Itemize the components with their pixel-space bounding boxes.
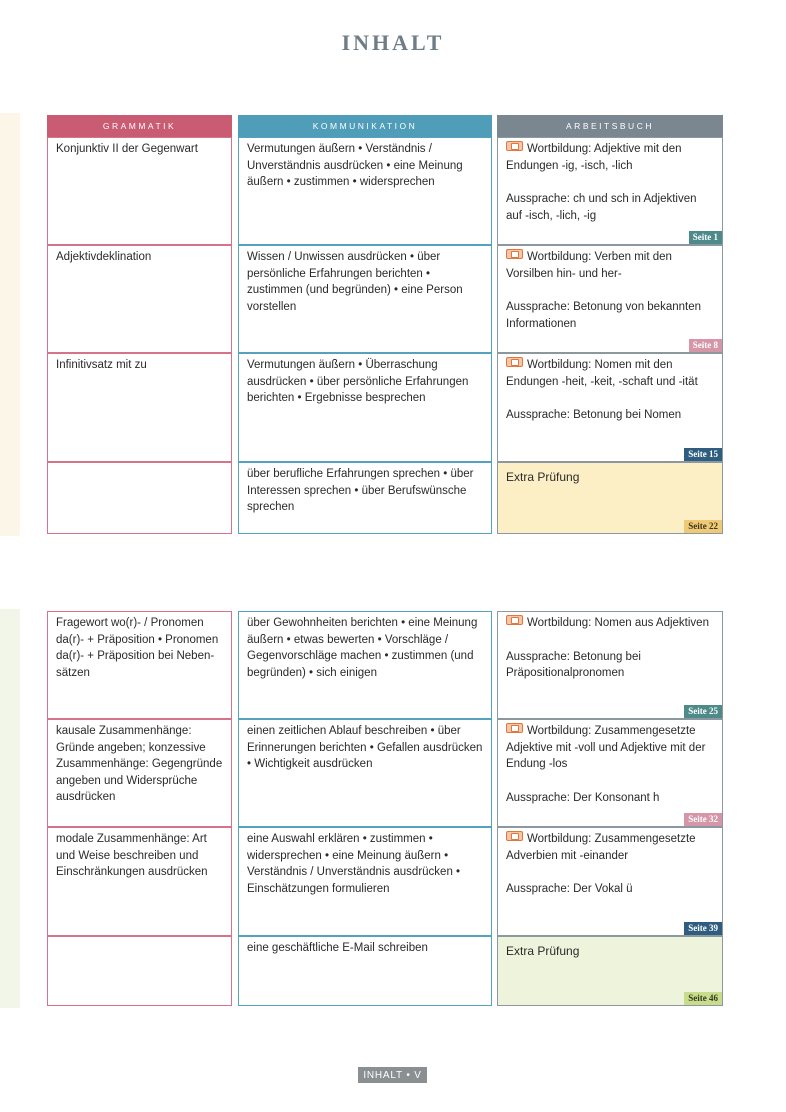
kommunikation-cell: Vermutungen äußern • Verständnis / Unverständnis ausdrücken • eine Meinung äußern • zustimmen • widersprechen (238, 137, 492, 245)
section-band-2 (0, 609, 20, 1008)
grammatik-cell: Infinitivsatz mit zu (47, 353, 232, 462)
aussprache-text: Aussprache: Der Vokal ü (506, 883, 633, 896)
grammatik-cell: Fragewort wo(r)- / Pronomen da(r)- + Präposition • Pronomen da(r)- + Präposition bei Neben-sätzen (47, 611, 232, 719)
page-footer: INHALT • V (358, 1067, 427, 1083)
arbeitsbuch-cell (497, 245, 723, 353)
wortbildung-text: Wortbildung: Verben mit den Vorsilben hin- und her- (506, 251, 672, 280)
arbeitsbuch-cell (497, 137, 723, 245)
page-reference-badge[interactable]: Seite 1 (689, 231, 722, 244)
kommunikation-cell: eine Auswahl erklären • zustimmen • widersprechen • eine Meinung äußern • Verständnis / Unverständnis ausdrücken • Einschätzungen formulieren (238, 827, 492, 936)
arbeitsbuch-cell (497, 353, 723, 462)
arbeitsbuch-extra-cell (497, 462, 723, 534)
grammatik-cell: modale Zusammenhänge: Art und Weise beschreiben und Einschränkungen ausdrücken (47, 827, 232, 936)
kommunikation-cell: Wissen / Unwissen ausdrücken • über persönliche Erfahrungen berichten • zustimmen (und begründen) • eine Person vorstellen (238, 245, 492, 353)
aussprache-text: Aussprache: Der Konsonant h (506, 791, 660, 804)
grammatik-cell: kausale Zusammenhänge: Gründe angeben; konzessive Zusammenhänge: Gegengründe angeben und Widersprüche ausdrücken (47, 719, 232, 827)
column-header-kommunikation: KOMMUNIKATION (238, 115, 492, 137)
dc-icon (506, 249, 523, 259)
extra-pruefung-label: Extra Prüfung (506, 470, 580, 484)
section-band-1 (0, 113, 20, 536)
wortbildung-text: Wortbildung: Adjektive mit den Endungen -ig, -isch, -lich (506, 143, 682, 172)
kommunikation-cell: über Gewohnheiten berichten • eine Meinung äußern • etwas bewerten • Vorschläge / Gegenvorschläge machen • zustimmen (und begründen) • sich einigen (238, 611, 492, 719)
page-title: INHALT (341, 30, 445, 55)
page-reference-badge[interactable]: Seite 8 (689, 339, 722, 352)
page-reference-badge[interactable]: Seite 39 (684, 922, 722, 935)
wortbildung-text: Wortbildung: Zusammengesetzte Adverbien mit -einander (506, 833, 696, 862)
page-reference-badge[interactable]: Seite 15 (684, 448, 722, 461)
aussprache-text: Aussprache: ch und sch in Adjektiven auf -isch, -lich, -ig (506, 193, 697, 222)
dc-icon (506, 831, 523, 841)
wortbildung-text: Wortbildung: Zusammengesetzte Adjektive mit -voll und Adjektive mit der Endung -los (506, 725, 706, 771)
page-reference-badge[interactable]: Seite 22 (684, 520, 722, 533)
kommunikation-cell: Vermutungen äußern • Überraschung ausdrücken • über persönliche Erfahrungen berichten • Ergebnisse besprechen (238, 353, 492, 462)
kommunikation-cell: einen zeitlichen Ablauf beschreiben • über Erinnerungen berichten • Gefallen ausdrücken • Wichtigkeit ausdrücken (238, 719, 492, 827)
dc-icon (506, 357, 523, 367)
grammatik-cell (47, 462, 232, 534)
dc-icon (506, 615, 523, 625)
aussprache-text: Aussprache: Betonung bei Präpositionalpronomen (506, 650, 641, 680)
aussprache-text: Aussprache: Betonung bei Nomen (506, 409, 682, 422)
grammatik-cell: Adjektivdeklination (47, 245, 232, 353)
arbeitsbuch-cell (497, 719, 723, 827)
page-reference-badge[interactable]: Seite 25 (684, 705, 722, 718)
wortbildung-text: Wortbildung: Nomen mit den Endungen -heit, -keit, -schaft und -ität (506, 359, 698, 388)
arbeitsbuch-cell (497, 611, 723, 719)
grammatik-cell (47, 936, 232, 1006)
aussprache-text: Aussprache: Betonung von bekannten Informationen (506, 301, 702, 330)
dc-icon (506, 141, 523, 151)
page-reference-badge[interactable]: Seite 32 (684, 813, 722, 826)
column-header-grammatik: GRAMMATIK (47, 115, 232, 137)
wortbildung-text: Wortbildung: Nomen aus Adjektiven (527, 617, 709, 629)
arbeitsbuch-cell (497, 827, 723, 936)
dc-icon (506, 723, 523, 733)
kommunikation-cell: eine geschäftliche E-Mail schreiben (238, 936, 492, 1006)
page-reference-badge[interactable]: Seite 46 (684, 992, 722, 1005)
grammatik-cell: Konjunktiv II der Gegenwart (47, 137, 232, 245)
arbeitsbuch-extra-cell (497, 936, 723, 1006)
extra-pruefung-label: Extra Prüfung (506, 944, 580, 958)
column-header-arbeitsbuch: ARBEITSBUCH (497, 115, 723, 137)
kommunikation-cell: über berufliche Erfahrungen sprechen • über Interessen sprechen • über Berufswünsche sprechen (238, 462, 492, 534)
